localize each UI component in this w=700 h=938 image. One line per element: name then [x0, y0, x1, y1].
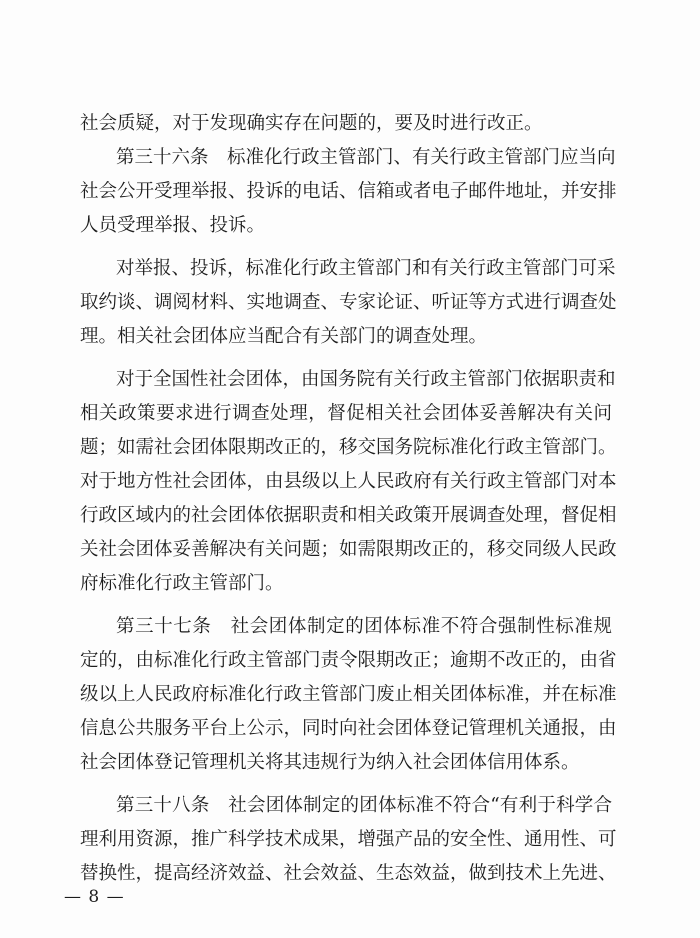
text-line: 府标准化行政主管部门。 — [80, 573, 284, 594]
text-line: 社会公开受理举报、投诉的电话、信箱或者电子邮件地址，并安排 — [80, 181, 617, 202]
text-line: 行政区域内的社会团体依据职责和相关政策开展调查处理，督促相 — [80, 505, 617, 526]
text-line: 理。相关社会团体应当配合有关部门的调查处理。 — [80, 326, 488, 347]
text-line: 第三十七条 社会团体制定的团体标准不符合强制性标准规 — [116, 616, 612, 637]
text-line: 定的，由标准化行政主管部门责令限期改正；逾期不改正的，由省 — [80, 650, 617, 671]
text-line: 对于全国性社会团体，由国务院有关行政主管部门依据职责和 — [116, 369, 616, 390]
text-line: 取约谈、调阅材料、实地调查、专家论证、听证等方式进行调查处 — [80, 292, 617, 313]
text-line: 第三十六条 标准化行政主管部门、有关行政主管部门应当向 — [116, 147, 616, 168]
text-line: 社会质疑，对于发现确实存在问题的，要及时进行改正。 — [80, 113, 543, 134]
text-line: 对举报、投诉，标准化行政主管部门和有关行政主管部门可采 — [116, 258, 616, 279]
page-number: — 8 — — [64, 887, 125, 907]
text-line: 理利用资源，推广科学技术成果，增强产品的安全性、通用性、可 — [80, 829, 617, 850]
text-line: 人员受理举报、投诉。 — [80, 215, 266, 236]
text-line: 对于地方性社会团体，由县级以上人民政府有关行政主管部门对本 — [80, 471, 617, 492]
text-line: 题；如需社会团体限期改正的，移交国务院标准化行政主管部门。 — [80, 437, 617, 458]
text-line: 第三十八条 社会团体制定的团体标准不符合“有利于科学合 — [116, 795, 612, 816]
text-line: 级以上人民政府标准化行政主管部门废止相关团体标准，并在标准 — [80, 684, 617, 705]
text-line: 信息公共服务平台上公示，同时向社会团体登记管理机关通报，由 — [80, 718, 617, 739]
text-line: 社会团体登记管理机关将其违规行为纳入社会团体信用体系。 — [80, 752, 580, 773]
text-line: 相关政策要求进行调查处理，督促相关社会团体妥善解决有关问 — [80, 403, 612, 424]
text-line: 关社会团体妥善解决有关问题；如需限期改正的，移交同级人民政 — [80, 539, 617, 560]
text-line: 替换性，提高经济效益、社会效益、生态效益，做到技术上先进、 — [80, 863, 617, 884]
